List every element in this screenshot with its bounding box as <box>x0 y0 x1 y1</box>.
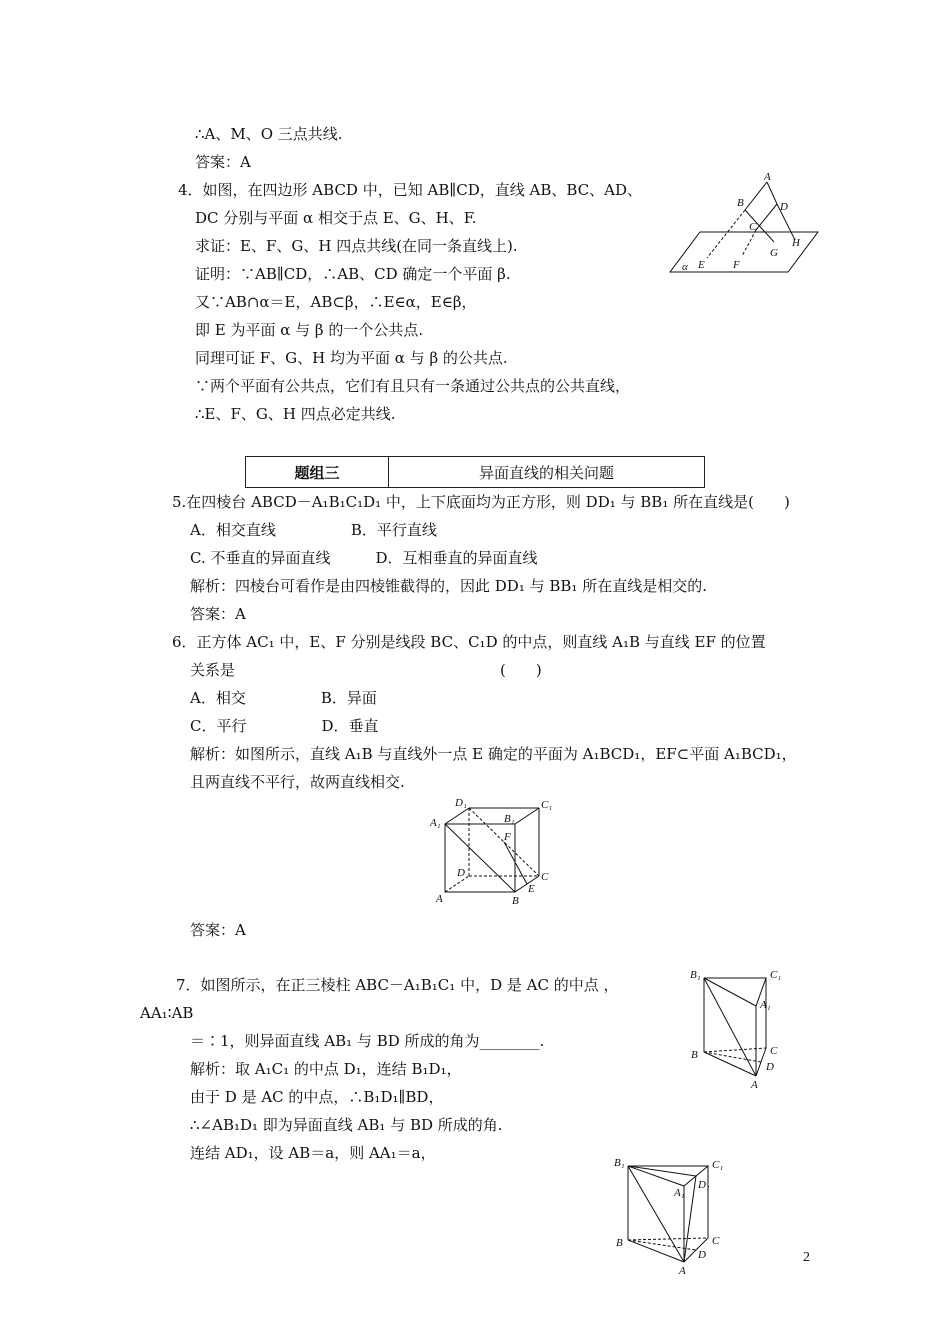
choice-line: A．相交 B．异面 <box>190 689 377 707</box>
label-D: D <box>780 201 788 213</box>
analysis-line: 且两直线不平行，故两直线相交. <box>190 773 405 791</box>
figure-cube <box>428 796 558 906</box>
text-line: ＝∶1，则异面直线 AB₁ 与 BD 所成的角为________. <box>190 1032 545 1050</box>
group-table <box>245 456 705 488</box>
label-D: D <box>766 1061 774 1073</box>
label-C1: C₁ <box>541 799 553 811</box>
analysis-line: 解析：取 A₁C₁ 的中点 D₁，连结 B₁D₁， <box>190 1060 462 1078</box>
label-C1: C₁ <box>770 969 782 981</box>
label-C: C <box>770 1045 778 1057</box>
proof-line: 同理可证 F、G、H 均为平面 α 与 β 的公共点. <box>195 349 508 367</box>
text-line: ∴A、M、O 三点共线. <box>195 125 343 143</box>
label-A1: A₁ <box>760 999 771 1011</box>
label-F: F <box>504 831 511 843</box>
text-line: 求证：E、F、G、H 四点共线(在同一条直线上). <box>195 237 518 255</box>
label-A: A <box>436 893 443 905</box>
label-B1: B₁ <box>614 1157 625 1169</box>
text-line: DC 分别与平面 α 相交于点 E、G、H、F. <box>195 209 477 227</box>
group-cell: 题组三 <box>246 457 389 487</box>
label-A: A <box>751 1079 758 1091</box>
label-F: F <box>733 259 740 271</box>
label-D1: D₁ <box>455 797 467 809</box>
figure-prism-2 <box>612 1154 732 1278</box>
text-line: AA₁∶AB <box>140 1004 194 1022</box>
label-B1: B₁ <box>504 813 515 825</box>
label-D1: D₁ <box>698 1179 710 1191</box>
answer-line: 答案：A <box>190 605 246 623</box>
label-H: H <box>792 237 800 249</box>
label-B: B <box>616 1237 623 1249</box>
label-D: D <box>457 867 465 879</box>
question-5-stem: 5.在四棱台 ABCD－A₁B₁C₁D₁ 中，上下底面均为正方形，则 DD₁ 与 BB₁ 所在直线是( ) <box>172 493 790 511</box>
label-C: C <box>541 871 549 883</box>
label-B: B <box>512 895 519 907</box>
label-A: A <box>679 1265 686 1277</box>
figure-prism-1 <box>688 966 808 1090</box>
proof-line: 又∵AB∩α＝E，AB⊂β，∴E∈α，E∈β， <box>195 293 477 311</box>
question-7-stem: 7．如图所示，在正三棱柱 ABC－A₁B₁C₁ 中，D 是 AC 的中点 ， <box>176 976 619 994</box>
label-B: B <box>691 1049 698 1061</box>
answer-line: 答案：A <box>190 921 246 939</box>
label-E: E <box>528 883 535 895</box>
label-E: E <box>698 259 705 271</box>
analysis-line: 由于 D 是 AC 的中点，∴B₁D₁∥BD， <box>190 1088 444 1106</box>
label-alpha: α <box>682 261 688 273</box>
proof-line: 即 E 为平面 α 与 β 的一个公共点. <box>195 321 424 339</box>
topic-cell: 异面直线的相关问题 <box>478 463 614 482</box>
figure-plane-quadrilateral <box>670 170 820 280</box>
proof-line: 证明：∵AB∥CD，∴AB、CD 确定一个平面 β. <box>195 265 511 283</box>
analysis-line: 解析：如图所示，直线 A₁B 与直线外一点 E 确定的平面为 A₁BCD₁，EF⊂平面 A₁BCD₁， <box>190 745 797 763</box>
label-D: D <box>698 1249 706 1261</box>
page-number: 2 <box>803 1250 810 1265</box>
question-6-stem: 6．正方体 AC₁ 中，E、F 分别是线段 BC、C₁D 的中点，则直线 A₁B 与直线 EF 的位置 <box>172 633 766 651</box>
question-4-stem: 4．如图，在四边形 ABCD 中，已知 AB∥CD，直线 AB、BC、AD、 <box>178 181 643 199</box>
answer-bracket: ( ) <box>500 661 542 679</box>
analysis-line: 解析：四棱台可看作是由四棱锥截得的，因此 DD₁ 与 BB₁ 所在直线是相交的. <box>190 577 707 595</box>
choice-line: A．相交直线 B．平行直线 <box>190 521 437 539</box>
choice-line: C．平行 D．垂直 <box>190 717 379 735</box>
label-A: A <box>764 171 771 183</box>
label-C: C <box>749 221 757 233</box>
analysis-line: 连结 AD₁，设 AB＝a，则 AA₁＝a， <box>190 1144 436 1162</box>
proof-line: ∵两个平面有公共点，它们有且只有一条通过公共点的公共直线， <box>195 377 631 395</box>
analysis-line: ∴∠AB₁D₁ 即为异面直线 AB₁ 与 BD 所成的角. <box>190 1116 503 1134</box>
answer-line: 答案：A <box>195 153 251 171</box>
choice-line: C. 不垂直的异面直线 D．互相垂直的异面直线 <box>190 549 538 567</box>
label-A1: A₁ <box>674 1187 685 1199</box>
label-B1: B₁ <box>690 969 701 981</box>
label-A1: A₁ <box>430 817 441 829</box>
label-C: C <box>712 1235 720 1247</box>
proof-line: ∴E、F、G、H 四点必定共线. <box>195 405 396 423</box>
label-B: B <box>737 197 744 209</box>
label-G: G <box>770 247 778 259</box>
text-line: 关系是 <box>190 661 236 679</box>
label-C1: C₁ <box>712 1159 724 1171</box>
